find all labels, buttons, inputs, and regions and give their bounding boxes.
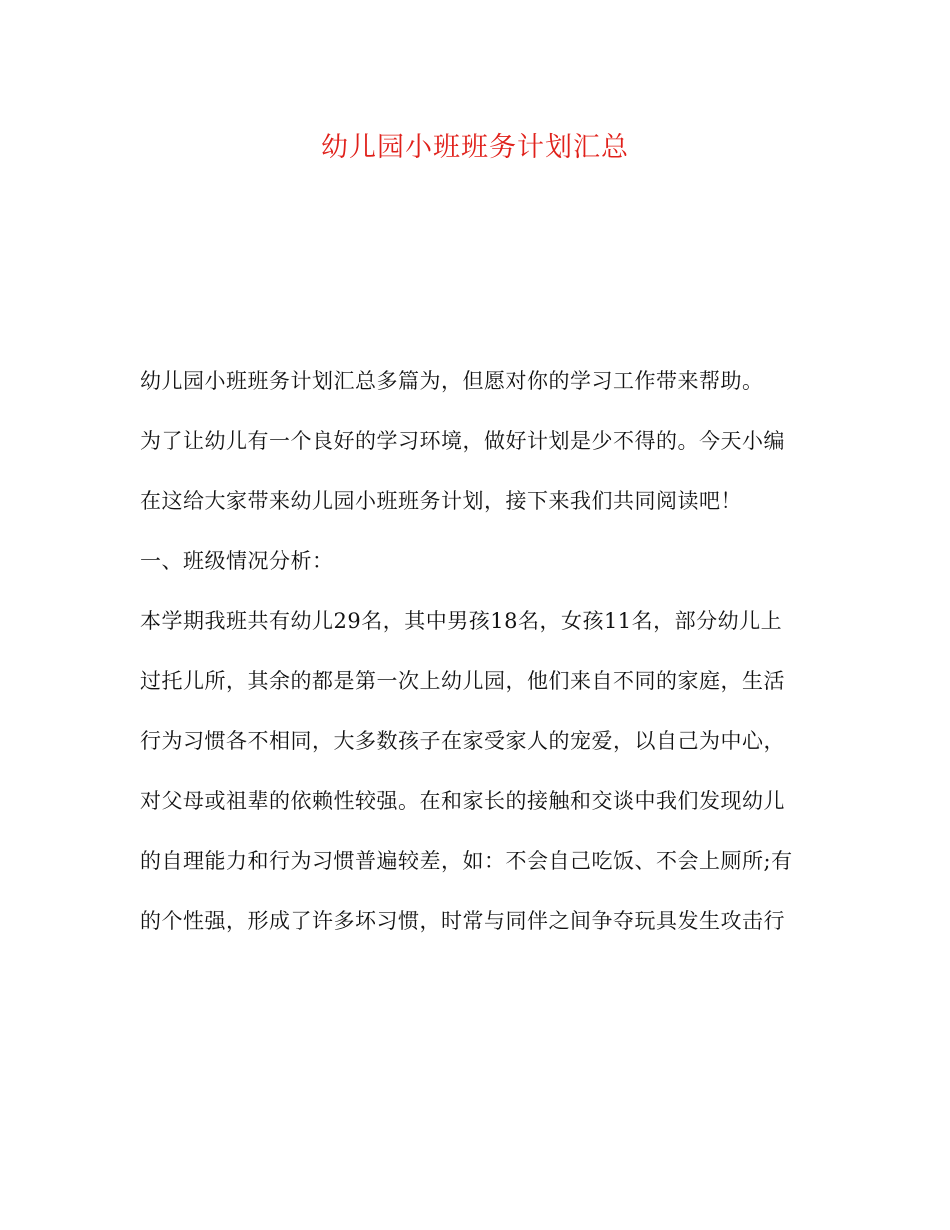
body-line-1: 幼儿园小班班务计划汇总多篇为，但愿对你的学习工作带来帮助。 (140, 369, 764, 393)
body-line-8: 对父母或祖辈的依赖性较强。在和家长的接触和交谈中我们发现幼儿 (140, 789, 785, 813)
body-line-5: 本学期我班共有幼儿29名，其中男孩18名，女孩11名，部分幼儿上 (140, 609, 783, 633)
section-heading: 一、班级情况分析： (140, 549, 334, 573)
body-line-6: 过托儿所，其余的都是第一次上幼儿园，他们来自不同的家庭，生活 (140, 669, 785, 693)
body-line-7: 行为习惯各不相同，大多数孩子在家受家人的宠爱，以自己为中心， (140, 729, 785, 753)
document-title: 幼儿园小班班务计划汇总 (321, 132, 629, 163)
body-line-9: 的自理能力和行为习惯普遍较差，如：不会自己吃饭、不会上厕所;有 (140, 849, 793, 873)
body-line-10: 的个性强，形成了许多坏习惯，时常与同伴之间争夺玩具发生攻击行 (140, 909, 785, 933)
document-body (140, 361, 820, 961)
body-line-2: 为了让幼儿有一个良好的学习环境，做好计划是少不得的。今天小编 (140, 429, 785, 453)
body-line-3: 在这给大家带来幼儿园小班班务计划，接下来我们共同阅读吧！ (140, 489, 742, 513)
